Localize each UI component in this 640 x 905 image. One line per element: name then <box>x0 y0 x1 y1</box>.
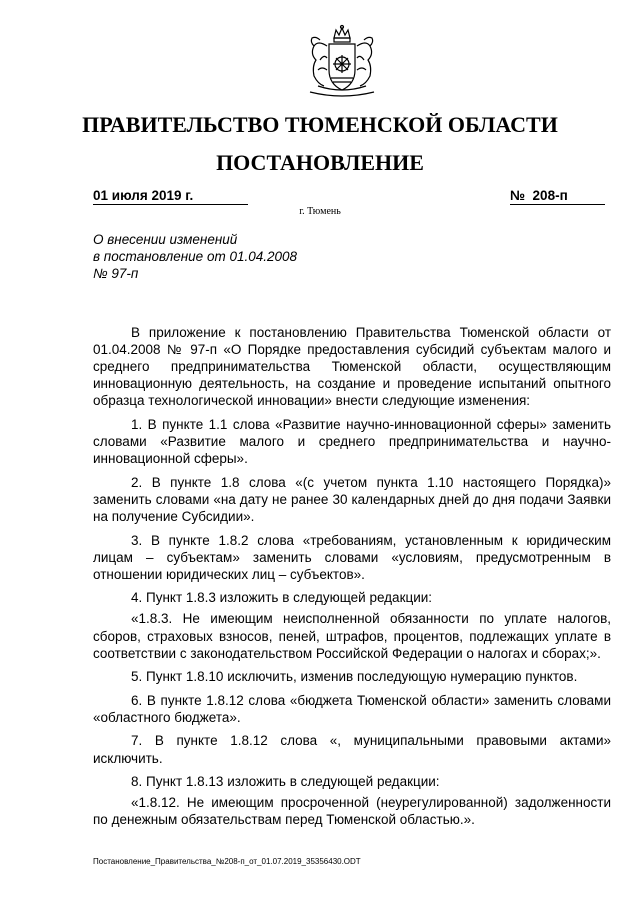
body-paragraph: 4. Пункт 1.8.3 изложить в следующей редакции: <box>131 590 433 606</box>
body-paragraph: 5. Пункт 1.8.10 исключить, изменив последующую нумерацию пунктов. <box>131 669 578 685</box>
document-number <box>510 188 605 205</box>
body-paragraph: «1.8.3. Не имеющим неисполненной обязанности по уплате налогов, сборов, страховых взносов, пеней, штрафов, процентов, подлежащих уплате в соответствии с законодательством Российской Федерации о налогах и сборах;». <box>93 611 611 661</box>
government-title: ПРАВИТЕЛЬСТВО ТЮМЕНСКОЙ ОБЛАСТИ <box>82 112 558 137</box>
subject-line: в постановление от 01.04.2008 <box>93 249 298 264</box>
body-paragraph: 7. В пункте 1.8.12 слова «, муниципальными правовыми актами» исключить. <box>93 733 611 766</box>
document-subject <box>93 231 353 282</box>
body-paragraph: «1.8.12. Не имеющим просроченной (неурегулированной) задолженности по денежным обязательствам перед Тюменской областью.». <box>93 795 611 828</box>
document-city: г. Тюмень <box>299 206 341 217</box>
body-paragraph: 1. В пункте 1.1 слова «Развитие научно-инновационной сферы» заменить словами «Развитие малого и среднего предпринимательства и научно-инновационной сферы». <box>93 416 611 467</box>
document-number-text: № 208-п <box>510 188 568 203</box>
document-body <box>93 324 611 835</box>
body-paragraph: 8. Пункт 1.8.13 изложить в следующей редакции: <box>131 774 440 790</box>
file-footer: Постановление_Правительства_№208-п_от_01.07.2019_35356430.ODT <box>93 857 361 866</box>
document-type: ПОСТАНОВЛЕНИЕ <box>216 150 424 175</box>
body-paragraph: В приложение к постановлению Правительства Тюменской области от 01.04.2008 № 97-п «О Порядке предоставления субсидий субъектам малого и среднего предпринимательства Тюменской области, осуществляющим инновационную деятельность, на создание и проведение испытаний опытного образца технологической инновации» внести следующие изменения: <box>93 325 611 409</box>
document-date: 01 июля 2019 г. <box>93 188 248 205</box>
tyumen-oblast-coat-of-arms-icon <box>300 24 384 100</box>
body-paragraph: 3. В пункте 1.8.2 слова «требованиям, установленным к юридическим лицам – субъектам» заменить словами «условиям, предусмотренным в отношении юридических лиц – субъектов». <box>93 532 611 582</box>
subject-line: № 97-п <box>93 266 139 281</box>
body-paragraph: 2. В пункте 1.8 слова «(с учетом пункта 1.10 настоящего Порядка)» заменить словами «на дату не ранее 30 календарных дней до дня подачи Заявки на получение Субсидии». <box>93 474 611 524</box>
subject-line: О внесении изменений <box>93 232 238 247</box>
body-paragraph: 6. В пункте 1.8.12 слова «бюджета Тюменской области» заменить словами «областного бюджета». <box>93 692 611 725</box>
